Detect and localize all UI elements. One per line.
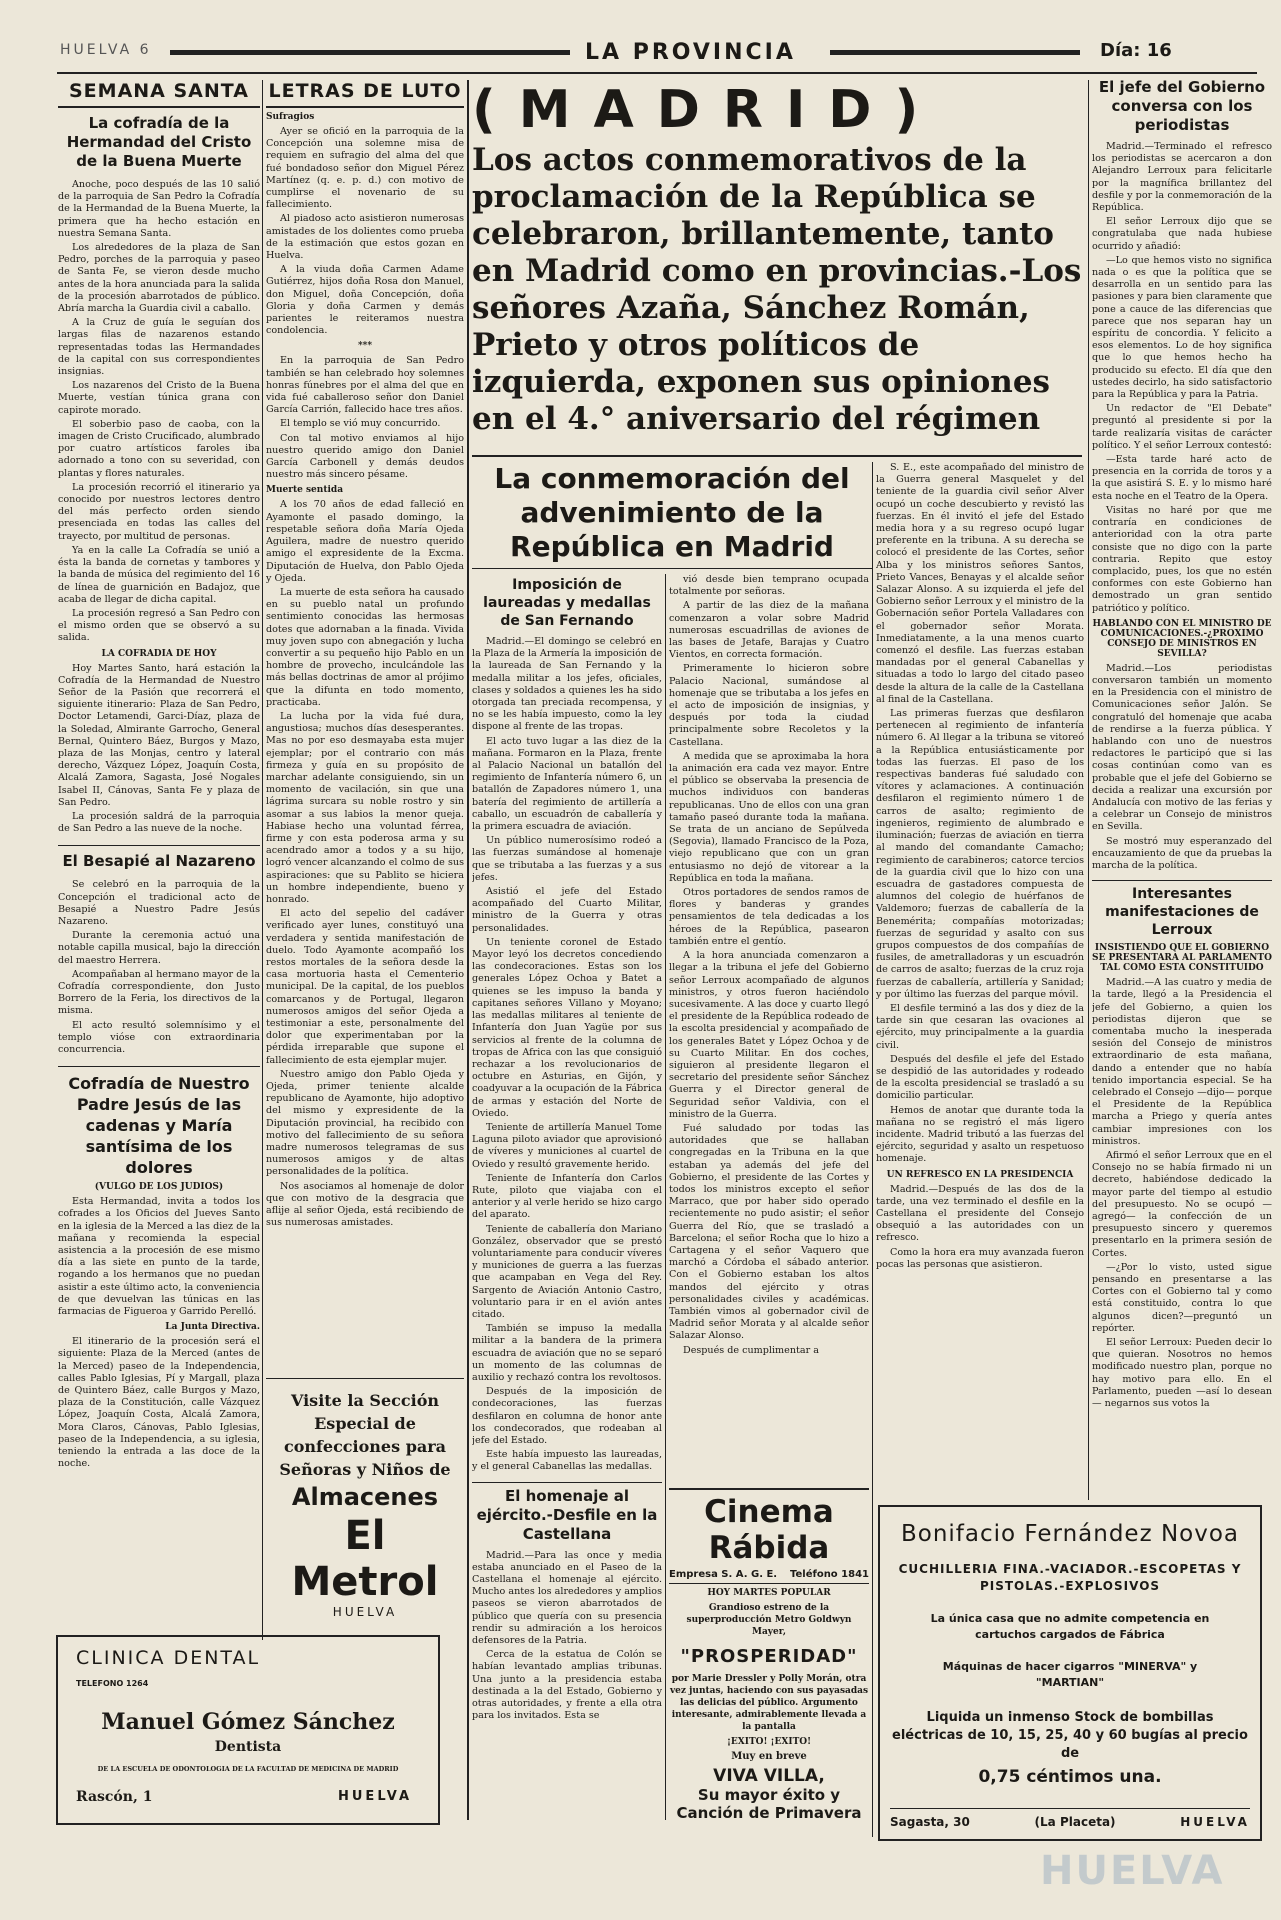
paragraph: A la viuda doña Carmen Adame Gutiérrez, hijos doña Rosa don Manuel, don Miguel, doña Concepción, doña Gloria y doña Carmen y demás parientes le reiteramos nuestra condolencia.	[266, 264, 464, 337]
main-headline-block	[472, 80, 1082, 450]
paragraph: Un público numerosísimo rodeó a las fuerzas sumándose al homenaje que se tributaba a las fuerzas y a sus jefes.	[472, 835, 662, 883]
paragraph: Nos asociamos al homenaje de dolor que con motivo de la desgracia que aflije al señor Ojeda, está recibiendo de sus numerosas amistades.	[266, 1180, 464, 1229]
paragraph: Este había impuesto las laureadas, y el general Cabanellas las medallas.	[472, 1449, 662, 1473]
paragraph: El desfile terminó a las dos y diez de la tarde sin que cesaran las ovaciones al ejército, muy principalmente a la guardia civil.	[876, 1002, 1084, 1051]
ad-text: Grandioso estreno de la superproducción Metro Goldwyn Mayer,	[686, 1603, 852, 1637]
ad-text: HOY MARTES POPULAR	[707, 1588, 831, 1598]
paragraph: Anoche, poco después de las 10 salió de la parroquia de San Pedro la Cofradía de la Hermandad de la Buena Muerte, la primera que ha hecho estación en nuestra Semana Santa.	[58, 179, 260, 239]
paragraph: Otros portadores de sendos ramos de flores y banderas y grandes pensamientos de tela dedicadas a los héroes de la República, pasearon también entre el gentío.	[669, 887, 869, 947]
ad-text: ¡EXITO! ¡EXITO!	[726, 1737, 812, 1747]
subheading: INSISTIENDO QUE EL GOBIERNO SE PRESENTARA AL PARLAMENTO TAL COMO ESTA CONSTITUIDO	[1092, 943, 1272, 974]
paragraph: Madrid.—Los periodistas conversaron también un momento en la Presidencia con el ministro de Comunicaciones señor Jalón. Se congratuló del homenaje que acaba de rendirse a la fuerza pública. Y hablando con uno de nuestros redactores le participó que si las cosas continúan como van es probable que el jefe del Gobierno se decida a realizar una excursión por Andalucía con motivo de las ferias y a celebrar un Consejo de ministros en Sevilla.	[1092, 662, 1272, 833]
paragraph: Acompañaban al hermano mayor de la Cofradía correspondiente, don Justo Borrero de la Feria, los directivos de la misma.	[58, 968, 260, 1017]
paragraph: Hemos de anotar que durante toda la mañana no se registró el más ligero incidente. Madrid tributó a las fuerzas del ejército, seguridad y asalto un respetuoso homenaje.	[876, 1104, 1084, 1165]
article-heading: El homenaje al ejército.-Desfile en la Castellana	[472, 1482, 662, 1544]
paragraph: La muerte de esta señora ha causado en su pueblo natal un profundo sentimiento conocidas las hermosas dotes que adornaban a la finada. Vivida muy joven supo con abnegación y lucha convertir a su pequeño hijo Pablo en un hombre de provecho, inculcándole las más bellas doctrinas de amor al prójimo que la difunta en todo momento, practicaba.	[266, 586, 464, 708]
paragraph: Con tal motivo enviamos al hijo nuestro querido amigo don Daniel García Carbonell y demás deudos nuestro más sincero pésame.	[266, 432, 464, 481]
subheading: LA COFRADIA DE HOY	[101, 648, 217, 659]
next-film: Canción de Primavera	[676, 1804, 862, 1822]
ad-el-metrol	[266, 1378, 464, 1619]
paragraph: Fué saludado por todas las autoridades que se hallaban congregadas en la Tribuna en la que estaban ya además del jefe del Gobierno, el presidente de las Cortes y todos los ministros excepto el señor Marraco, que por haber sido operado recientemente no pudo asistir; el señor Guerra del Río, que se trasladó a Barcelona; el señor Rocha que lo hizo a Cartagena y el señor Vaquero que marchó a Córdoba el sábado anterior. Con el Gobierno estaban los altos mandos del ejército y otras personalidades civiles y académicas. También vimos al gobernador civil de Madrid señor Morata y al alcalde señor Salazar Alonso.	[669, 1122, 869, 1342]
ad-price: 0,75 céntimos una.	[978, 1767, 1162, 1787]
column-semana-santa	[58, 80, 260, 1615]
paragraph: Los alrededores de la plaza de San Pedro, porches de la parroquia y paseo de Santa Fe, se vieron desde mucho antes de la hora anunciada para la salida de la procesión abarrotados de público. Abría marcha la Guardia civil a caballo.	[58, 242, 260, 315]
film-title: "PROSPERIDAD"	[680, 1646, 858, 1667]
ad-phone: TELEFONO 1264	[76, 1679, 149, 1688]
subheading: Sufragios	[266, 112, 315, 122]
paragraph: Madrid.—El domingo se celebró en la Plaza de la Armería la imposición de la laureada de San Fernando y la medalla militar a los jefes, oficiales, clases y soldados a quienes les ha sido otorgada tan preciada recompensa, y no se les había impuesto, como la ley dispone al frente de las tropas.	[472, 636, 662, 733]
ad-note: DE LA ESCUELA DE ODONTOLOGIA DE LA FACULTAD DE MEDICINA DE MADRID	[97, 1765, 399, 1773]
paragraph: Después de la imposición de condecoraciones, las fuerzas desfilaron en columna de honor ante los condecorados, que rodeaban al jefe del Estado.	[472, 1386, 662, 1446]
column-desfile	[669, 574, 869, 1484]
section-heading: LETRAS DE LUTO	[266, 80, 464, 108]
paragraph: Los nazarenos del Cristo de la Buena Muerte, vestían túnica grana con capirote morado.	[58, 380, 260, 416]
paragraph: Ya en la calle La Cofradía se unió a ésta la banda de cornetas y tambores y la banda de música del regimiento del 16 de línea de guarnición en Badajoz, que acaba de llegar de dicha capital.	[58, 544, 260, 605]
paragraph: Después de cumplimentar a	[683, 1344, 819, 1356]
paragraph: Primeramente lo hicieron sobre Palacio Nacional, sumándose al homenaje que se tributaba a los jefes en el acto de imposición de insignias, y después por toda la ciudad principalmente sobre Recoletos y la Castellana.	[669, 663, 869, 748]
newspaper-title: LA PROVINCIA	[585, 40, 796, 65]
section-heading: SEMANA SANTA	[58, 80, 260, 108]
paragraph: Un teniente coronel de Estado Mayor leyó los decretos concediendo las condecoraciones. Estas son los generales López Ochoa y Batet a quienes se les impuso la banda y capitanes señores Villano y Moyano; las medallas militares al teniente de Infantería don Juan Yagüe por sus servicios al frente de la columna de tropas de Africa con las que consiguió rechazar a los revolucionarios de octubre en Asturias, en Gijón, y coadyuvar a la ocupación de la Fábrica de armas y estación del Norte de Oviedo.	[472, 936, 662, 1119]
column-lerroux	[1092, 78, 1272, 1498]
ad-clinica-dental	[56, 1635, 440, 1825]
paragraph: En la parroquia de San Pedro también se han celebrado hoy solemnes honras fúnebres por el alma del que en vida fué caballeroso señor don Daniel García Carrión, fallecido hace tres años.	[266, 355, 464, 416]
ad-text: por Marie Dressler y Polly Morán, otra vez juntas, haciendo con sus payasadas las delicias del público. Argumento interesante, admirablemente llevada a la pantalla	[669, 1674, 869, 1732]
column-revista	[876, 462, 1084, 1470]
ad-text: Su mayor éxito y	[697, 1786, 841, 1804]
ad-text: Muy en breve	[731, 1751, 807, 1762]
separator-stars: ***	[357, 341, 373, 352]
paragraph: Visitas no haré por que me contraría en condiciones de anterioridad con la otra parte consiste que no digo con la parte contraria. Repito que estoy complacido, pues, los que no estén conformes con este Gobierno han demostrado un gran sentido patriótico y político.	[1092, 504, 1272, 614]
paragraph: A la Cruz de guía le seguían dos largas filas de nazarenos estando representadas todas las Hermandades de la capital con sus correspondientes insignias.	[58, 317, 260, 378]
paragraph: A la hora anunciada comenzaron a llegar a la tribuna el jefe del Gobierno señor Lerroux acompañado de algunos ministros, y otros fueron haciéndolo sucesivamente. A las doce y cuarto llegó el presidente de la República rodeado de la escolta presidencial y acompañado de los generales Batet y López Ochoa y de su Cuarto Militar. En dos coches, siguieron al presidente llegaron el secretario del presidente señor Sánchez Guerra y el Director general de Seguridad señor Valdivia, con el ministro de la Guerra.	[669, 950, 869, 1120]
paragraph: vió desde bien temprano ocupada totalmente por señoras.	[669, 574, 869, 598]
ad-text: Liquida un inmenso Stock de bombillas eléctricas de 10, 15, 25, 40 y 60 bugías al precio de	[892, 1710, 1248, 1761]
ad-role: Dentista	[214, 1739, 282, 1755]
column-letras-de-luto	[266, 80, 464, 1370]
article-heading: El jefe del Gobierno conversa con los periodistas	[1098, 78, 1266, 134]
paragraph: Se mostró muy esperanzado del encauzamiento de que da pruebas la marcha de la política.	[1092, 835, 1272, 871]
subheading: HABLANDO CON EL MINISTRO DE COMUNICACIONES.-¿PROXIMO CONSEJO DE MINISTROS EN SEVILLA?	[1092, 618, 1272, 659]
paragraph: Madrid.—Terminado el refresco los periodistas se acercaron a don Alejandro Lerroux para felicitarle por la magnífica brillantez del desfile y por la conmemoración de la República.	[1092, 141, 1272, 214]
paragraph: Las primeras fuerzas que desfilaron pertenecen al regimiento de infantería número 6. Al llegar a la tribuna se vitoreó a la República entusiásticamente por todas las fuerzas. El paso de los respectivas banderas fué saludado con vítores y aclamaciones. A continuación desfilaron el regimiento número 1 de carros de asalto; regimiento de ingenieros, regimiento de alumbrado e iluminación; fuerzas de aviación en tierra al mando del comandante Camacho; regimiento de carabineros; catorce tercios de la guardia civil que lo hizo con una escuadra de gastadores compuesta de alumnos del colegio de huérfanos de Valdemoro; fuerzas de caballería de la Benemérita; compañías motorizadas; fuerzas de seguridad y asalto con sus grupos compuestos de dos compañías de fusiles, de ametralladoras y un escuadrón de carros de asalto; fuerzas de la cruz roja fuerzas de caballería, artillería y Sanidad; y por último las fuerzas del parque móvil.	[876, 708, 1084, 1000]
paragraph: A los 70 años de edad falleció en Ayamonte el pasado domingo, la respetable señora doña María Ojeda Aguilera, madre de nuestro querido amigo el expresidente de la Excma. Diputación de Huelva, don Pablo Ojeda y Ojeda.	[266, 499, 464, 584]
subheading: UN REFRESCO EN LA PRESIDENCIA	[886, 1169, 1074, 1180]
ad-text: La única casa que no admite competencia en cartuchos cargados de Fábrica	[930, 1612, 1210, 1641]
paragraph: La procesión recorrió el itinerario ya conocido por nuestros lectores dentro del más perfecto orden siendo presenciada en todas las calles del trayecto, por multitud de personas.	[58, 481, 260, 542]
paragraph: Teniente de caballería don Mariano González, observador que se prestó voluntariamente para conducir víveres y municiones de guerra a las fuerzas que acampaban en Vega del Rey. Sargento de Aviación Antonio Castro, voluntario para ir en el avión antes citado.	[472, 1223, 662, 1320]
column-laureadas	[472, 574, 662, 1820]
sub-headline: La conmemoración del advenimiento de la República en Madrid	[494, 462, 850, 563]
paragraph: El señor Lerroux dijo que se congratulaba que nada hubiese ocurrido y añadió:	[1092, 216, 1272, 252]
paragraph: A medida que se aproximaba la hora la animación era cada vez mayor. Entre el público se observaba la presencia de muchos individuos con banderas republicanas. Uno de ellos con una gran tamaño paseó durante toda la mañana. Se trata de un anciano de Sepúlveda (Segovia), llamado Francisco de la Poza, viejo republicano que con un gran entusiasmo no dejó de vitorear a la República en toda la mañana.	[669, 750, 869, 884]
paragraph: Al piadoso acto asistieron numerosas amistades de los dolientes como prueba de la estimación que estos gozan en Huelva.	[266, 213, 464, 262]
paragraph: El acto resultó solemnísimo y el templo vióse con extraordinaria concurrencia.	[58, 1019, 260, 1055]
ad-text: CUCHILLERIA FINA.-VACIADOR.-ESCOPETAS Y PISTOLAS.-EXPLOSIVOS	[898, 1562, 1242, 1593]
paragraph: Afirmó el señor Lerroux que en el Consejo no se había firmado ni un decreto, habiéndose dedicado la mayor parte del tiempo al estudio del presupuesto. No se ocupó —agregó— la confección de un presupuesto sincero y queremos presentarlo en la primera sesión de Cortes.	[1092, 1150, 1272, 1259]
paragraph: La procesión saldrá de la parroquia de San Pedro a las nueve de la noche.	[58, 810, 260, 835]
ad-city: HUELVA	[332, 1605, 398, 1619]
cinema-company: Empresa S. A. G. E.	[669, 1569, 778, 1580]
paragraph: El soberbio paso de caoba, con la imagen de Cristo Crucificado, alumbrado por cuatro artísticos faroles iba adornado a tono con su severidad, con plantas y flores naturales.	[58, 418, 260, 479]
issue-day: Día: 16	[1100, 40, 1172, 61]
paragraph: Cerca de la estatua de Colón se habían levantado amplias tribunas. Una junto a la presidencia estaba destinada a la del Estado, Gobierno y otras autoridades, y frente a ella otra para los invitados. Esta se	[472, 1649, 662, 1722]
signature: La Junta Directiva.	[165, 1322, 260, 1333]
paragraph: Durante la ceremonia actuó una notable capilla musical, bajo la dirección del maestro Herrera.	[58, 930, 260, 966]
paragraph: S. E., este acompañado del ministro de la Guerra general Masquelet y del teniente de la guardia civil señor Alver ocupó un coche descubierto y revistó las fuerzas. En él invitó el jefe del Estado media hora y a su regreso ocupó lugar preferente en la tribuna. A su derecha se colocó el presidente de las Cortes, señor Alba y los ministros señores Santos, Prieto Vances, Benayas y el alcalde señor Salazar Alonso. A su izquierda el jefe del Gobierno señor Lerroux y el ministro de la Gobernación señor Portela Valladares con el gobernador señor Morata. Inmediatamente, a la una menos cuarto comenzó el desfile. Las fuerzas estaban mandadas por el general Cabanellas y situadas a todo lo largo del citado paseo desde la altura de la calle de la Castellana al final de la Castellana.	[876, 462, 1084, 705]
article-heading: Cofradía de Nuestro Padre Jesús de las cadenas y María santísima de los dolores	[58, 1066, 260, 1178]
paragraph: —Lo que hemos visto no significa nada o es que la política que se desarrolla en un sentido para las pasiones y para bien claramente que pone a cauce de las diferencias que parece que nos separan hay un espíritu de concordia. Y felicito a esos elementos. Lo de hoy significa que lo que hemos hecho ha producido su efecto. El día que den ustedes decirlo, ha sido satisfactorio para la República y para la Patria.	[1092, 254, 1272, 401]
masthead	[60, 40, 1270, 65]
banner-madrid: (MADRID)	[472, 80, 942, 140]
paragraph: El templo se vió muy concurrido.	[280, 418, 441, 430]
store-name: Bonifacio Fernández Novoa	[900, 1521, 1240, 1547]
ad-text: Máquinas de hacer cigarros "MINERVA" y "MARTIAN"	[942, 1660, 1198, 1689]
paragraph: Esta Hermandad, invita a todos los cofrades a los Oficios del Jueves Santo en la iglesia de la Merced a las diez de la mañana y recomienda la especial asistencia a la procesión de ese mismo día a las siete en punto de la tarde, rogando a los hermanos que no puedan asistir a este último acto, la conveniencia de que devuelvan las túnicas en las farmacias de Figueroa y Garrido Perelló.	[58, 1196, 260, 1318]
paragraph: Nuestro amigo don Pablo Ojeda y Ojeda, primer teniente alcalde republicano de Ayamonte, hijo adoptivo del mismo y expresidente de la Diputación provincial, ha recibido con motivo del fallecimiento de su señora madre numerosos telegramas de sus numerosos amigos y de altas personalidades de la política.	[266, 1068, 464, 1178]
paragraph: Un redactor de "El Debate" preguntó al presidente si por la tarde realizaría visitas de carácter político. Y el señor Lerroux contestó:	[1092, 403, 1272, 451]
paragraph: Ayer se ofició en la parroquia de la Concepción una solemne misa de requiem en sufragio del alma del que fué bondadoso señor don Miguel Pérez Martínez (q. e. p. d.) con motivo de cumplirse el novenario de su fallecimiento.	[266, 126, 464, 211]
paragraph: También se impuso la medalla militar a la bandera de la primera escuadra de aviación que no se separó un momento de las columnas de auxilio y rechazó contra los revoltosos.	[472, 1323, 662, 1383]
paragraph: El acto tuvo lugar a las diez de la mañana. Formaron en la Plaza, frente al Palacio Nacional un batallón del regimiento de Infantería número 6, un batallón de Zapadores número 1, una batería del regimiento de artillería a caballo, un escuadrón de caballería y la primera escuadra de aviación.	[472, 735, 662, 833]
ad-address: Sagasta, 30	[890, 1815, 970, 1829]
paragraph: El acto del sepelio del cadáver verificado ayer lunes, constituyó una verdadera y sentida manifestación de duelo. Todo Ayamonte acompañó los restos mortales de la señora desde la casa mortuoria hasta el Cementerio municipal. De la capital, de los pueblos comarcanos y de Portugal, llegaron numerosos amigos del señor Ojeda a testimoniar a este, personalmente del dolor que experimentaban por la pérdida irreparable que supone el fallecimiento de esta ejemplar mujer.	[266, 908, 464, 1066]
subheading: Muerte sentida	[266, 485, 344, 496]
ad-text: Almacenes	[291, 1483, 439, 1511]
page-number: HUELVA 6	[60, 42, 152, 58]
paragraph: La lucha por la vida fué dura, angustiosa; muchos días desesperantes. Mas no por eso desmayaba esta mujer ejemplar; por el contrario con más firmeza y guía en su propósito de marchar adelante consiguiendo, sin un momento de vacilación, sin que una lágrima surcara su noble rostro y sin asomar a sus labios la menor queja. Habiase hecho una voluntad férrea, firme y con esta poderosa arma y su acendrado amor a todos y a su hijo, logró vencer alcanzando el colmo de sus aspiraciones: que su Pablito se hiciera un hombre independiente, bueno y honrado.	[266, 710, 464, 905]
paragraph: Madrid.—Después de las dos de la tarde, una vez terminado el desfile en la Castellana el presidente del Consejo obsequió a las autoridades con un refresco.	[876, 1183, 1084, 1244]
ad-address: Rascón, 1	[76, 1789, 153, 1805]
store-name: El Metrol	[291, 1513, 439, 1605]
paragraph: Teniente de artillería Manuel Tome Laguna piloto aviador que aprovisionó de víveres y municiones al cuartel de Oviedo y resultó gravemente herido.	[472, 1121, 662, 1170]
article-heading: El Besapié al Nazareno	[58, 845, 260, 871]
dentist-name: Manuel Gómez Sánchez	[101, 1709, 395, 1735]
paragraph: El señor Lerroux: Pueden decir lo que quieran. Nosotros no hemos modificado nuestro plan, porque no hay motivo para ello. En el Parlamento, pueden —así lo desean— negarnos sus votos la	[1092, 1337, 1272, 1410]
ad-title: CLINICA DENTAL	[76, 1647, 261, 1669]
paragraph: Teniente de Infantería don Carlos Rute, piloto que viajaba con el anterior y al verle herido se hizo cargo del aparato.	[472, 1172, 662, 1221]
ad-city: HUELVA	[1180, 1815, 1250, 1829]
paragraph: La procesión regresó a San Pedro con el mismo orden que se observó a su salida.	[58, 607, 260, 644]
paragraph: —¿Por lo visto, usted sigue pensando en presentarse a las Cortes con el Gobierno tal y como está constituido, contra lo que algunos dicen?—preguntó un repórter.	[1092, 1261, 1272, 1334]
paragraph: Después del desfile el jefe del Estado se despidió de las autoridades y rodeado de la escolta presidencial se trasladó a su domicilio particular.	[876, 1053, 1084, 1102]
cinema-phone: Teléfono 1841	[789, 1569, 869, 1580]
ad-city: HUELVA	[338, 1789, 413, 1804]
archive-watermark: HUELVA	[1040, 1848, 1225, 1894]
paragraph: Asistió el jefe del Estado acompañado del Cuarto Militar, ministro de la Guerra y otras personalidades.	[472, 886, 662, 934]
paragraph: El itinerario de la procesión será el siguiente: Plaza de la Merced (antes de la Merced) paseo de la Independencia, calles Pablo Iglesias, Pí y Margall, plaza de Quintero Báez, calle Burgos y Mazo, plaza de la Constitución, calle Vázquez López, Joaquín Costa, Alcalá Zamora, Mora Claros, Cánovas, Pablo Iglesias, paseo de la Independencia, a su iglesia, teniendo la entrada a las doce de la noche.	[58, 1336, 260, 1470]
paragraph: Se celebró en la parroquia de la Concepción el tradicional acto de Besapié a Nuestro Padre Jesús Nazareno.	[58, 879, 260, 927]
paragraph: A partir de las diez de la mañana comenzaron a volar sobre Madrid numerosas escuadrillas de aviones de las bases de Jetafe, Barajas y Cuatro Vientos, en correcta formación.	[669, 600, 869, 661]
paragraph: Hoy Martes Santo, hará estación la Cofradía de la Hermandad de Nuestro Señor de la Pasión que recorrerá el siguiente itinerario: Plaza de San Pedro, Doctor Letamendi, Garci-Díaz, plaza de la Soledad, Almirante Garrocho, General Bernal, Quintero Báez, Burgos y Mazo, plaza de las Monjas, centro y lateral derecho, Vázquez López, Joaquín Costa, Alcalá Zamora, Sagasta, José Nogales Isabel II, Cánovas, Santa Fe y plaza de San Pedro.	[58, 662, 260, 808]
article-heading: La cofradía de la Hermandad del Cristo de la Buena Muerte	[66, 114, 252, 170]
article-heading: Interesantes manifestaciones de Lerroux	[1092, 880, 1272, 939]
paragraph: —Esta tarde haré acto de presencia en la corrida de toros y a la que asistirá S. E. y lo mismo haré esta noche en el Teatro de la Opera.	[1092, 454, 1272, 502]
subheading: (VULGO DE LOS JUDIOS)	[94, 1182, 224, 1193]
ad-text: Visite la Sección Especial de confecciones para Señoras y Niños de	[279, 1391, 451, 1479]
paragraph: Como la hora era muy avanzada fueron pocas las personas que asistieron.	[876, 1246, 1084, 1270]
ad-cinema-rabida	[669, 1488, 869, 1822]
ad-place: (La Placeta)	[1034, 1815, 1116, 1829]
next-film: VIVA VILLA,	[713, 1766, 825, 1786]
paragraph: Madrid.—Para las once y media estaba anunciado en el Paseo de la Castellana el homenaje al ejército. Mucho antes los alrededores y amplios paseos se vieron abarrotados de público que quería con su presencia rendir su admiración a los heroicos defensores de la Patria.	[472, 1549, 662, 1647]
paragraph: Madrid.—A las cuatro y media de la tarde, llegó a la Presidencia el jefe del Gobierno, a quien los periodistas dijeron que se comentaba mucho la inesperada sesión del Consejo de ministros extraordinario de esta mañana, dando a entender que no había tenido importancia especial. Se ha celebrado el Consejo —dijo— porque el Presidente de la República marcha a Priego y quería antes cambiar impresiones con los ministros.	[1092, 977, 1272, 1147]
ad-fernandez-novoa	[878, 1505, 1262, 1841]
article-heading: Imposición de laureadas y medallas de San Fernando	[483, 577, 651, 629]
cinema-name: Cinema Rábida	[704, 1494, 834, 1566]
main-headline: Los actos conmemorativos de la proclamación de la República se celebraron, brillantemente, tanto en Madrid como en provincias.-Los señores Azaña, Sánchez Román, Prieto y otros políticos de izquierda, exponen sus opiniones en el 4.° aniversario del régimen	[472, 142, 1082, 437]
